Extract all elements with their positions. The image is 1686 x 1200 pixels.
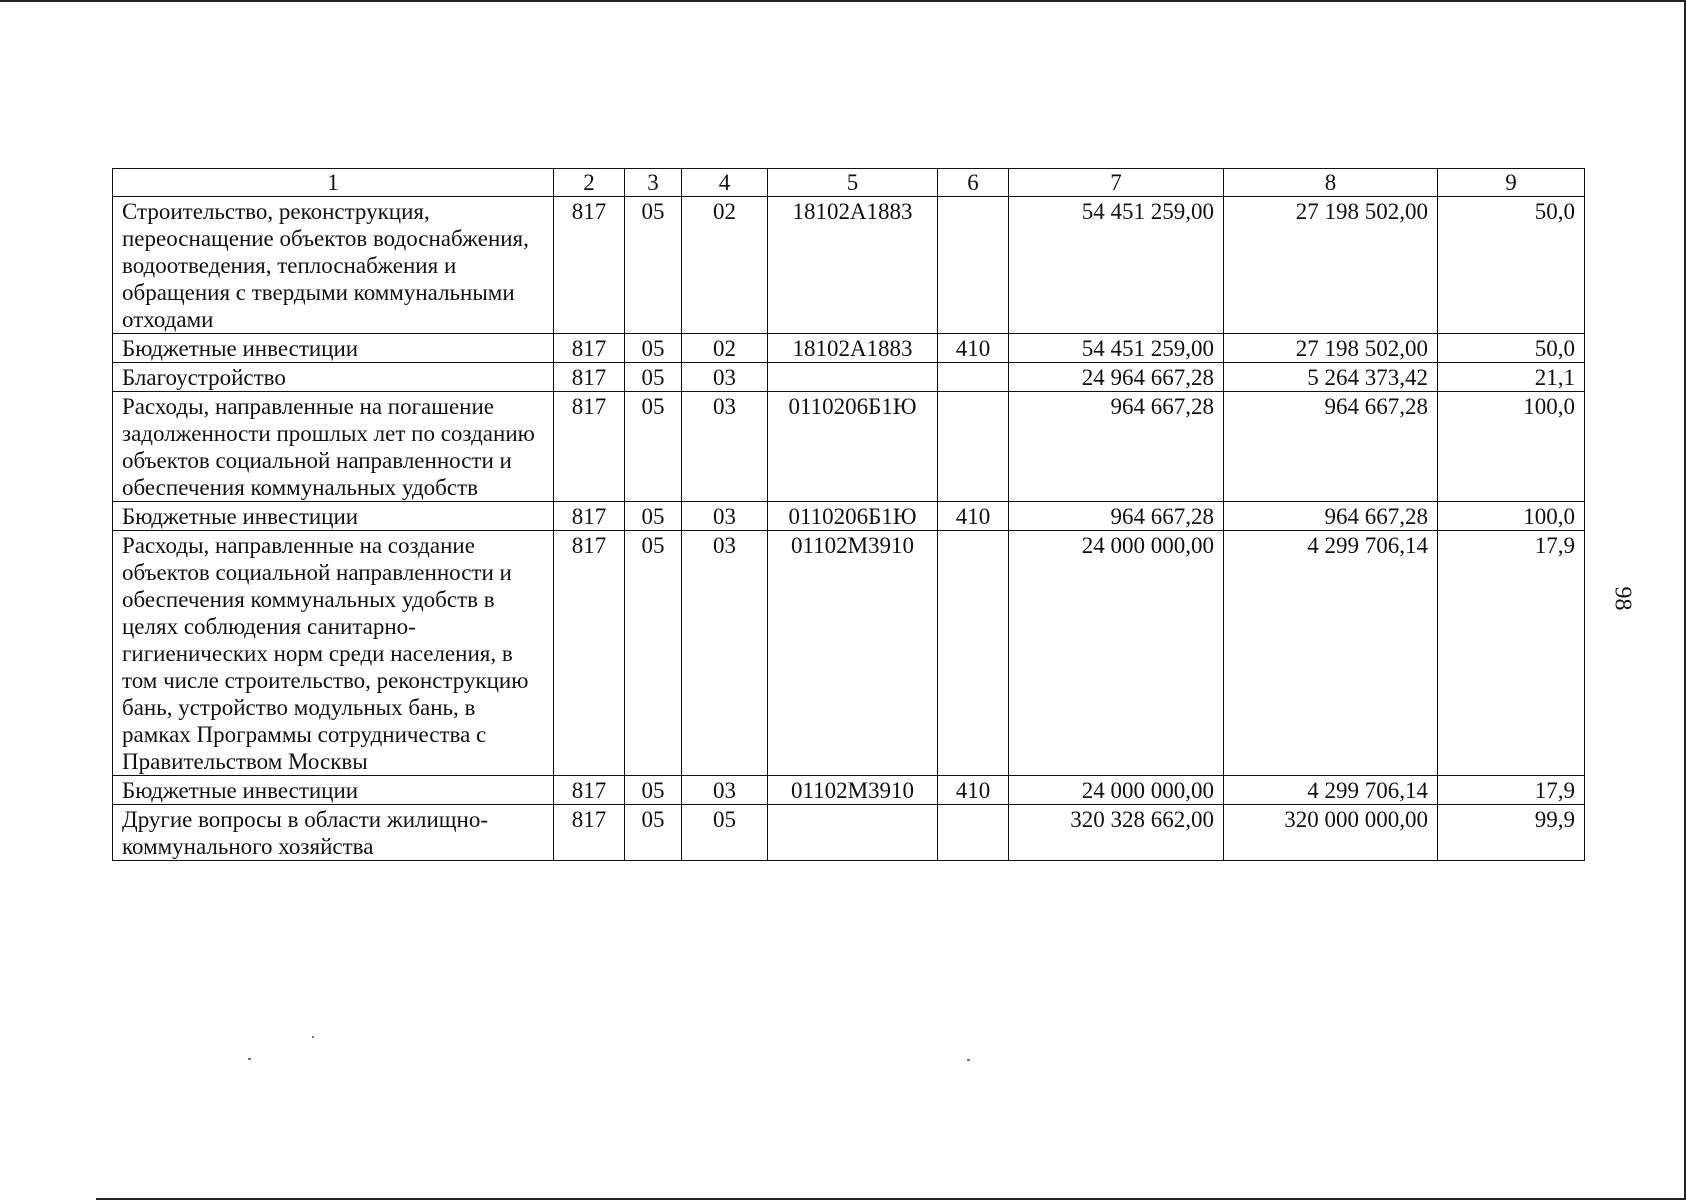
row-col-6: 410 bbox=[938, 776, 1009, 805]
row-col-2: 817 bbox=[554, 805, 625, 861]
row-col-9: 50,0 bbox=[1438, 334, 1585, 363]
header-col-3: 3 bbox=[625, 169, 682, 197]
row-col-4: 03 bbox=[682, 776, 768, 805]
row-col-3: 05 bbox=[625, 363, 682, 392]
table-row bbox=[113, 334, 1585, 363]
scan-speck bbox=[967, 1059, 970, 1061]
row-col-8: 5 264 373,42 bbox=[1224, 363, 1438, 392]
row-col-9: 17,9 bbox=[1438, 776, 1585, 805]
row-col-5: 18102А1883 bbox=[768, 334, 938, 363]
row-col-6 bbox=[938, 197, 1009, 334]
table-row bbox=[113, 531, 1585, 776]
table-row bbox=[113, 363, 1585, 392]
row-name: Строительство, реконструкция, переоснащение объектов водоснабжения, водоотведения, теплоснабжения и обращения с твердыми коммунальными отходами bbox=[113, 197, 554, 334]
header-row bbox=[113, 169, 1585, 197]
row-col-7: 964 667,28 bbox=[1009, 502, 1224, 531]
header-col-9: 9 bbox=[1438, 169, 1585, 197]
row-col-9: 100,0 bbox=[1438, 392, 1585, 502]
row-col-8: 320 000 000,00 bbox=[1224, 805, 1438, 861]
row-col-5: 0110206Б1Ю bbox=[768, 392, 938, 502]
row-col-3: 05 bbox=[625, 805, 682, 861]
row-col-2: 817 bbox=[554, 197, 625, 334]
row-col-7: 54 451 259,00 bbox=[1009, 197, 1224, 334]
scan-speck bbox=[312, 1036, 314, 1038]
table-row bbox=[113, 776, 1585, 805]
row-name: Бюджетные инвестиции bbox=[113, 502, 554, 531]
row-col-4: 03 bbox=[682, 502, 768, 531]
header-col-2: 2 bbox=[554, 169, 625, 197]
row-col-3: 05 bbox=[625, 776, 682, 805]
row-col-2: 817 bbox=[554, 334, 625, 363]
row-col-5: 01102М3910 bbox=[768, 531, 938, 776]
row-col-6 bbox=[938, 392, 1009, 502]
row-col-5 bbox=[768, 363, 938, 392]
row-col-6 bbox=[938, 363, 1009, 392]
row-col-3: 05 bbox=[625, 334, 682, 363]
row-col-9: 100,0 bbox=[1438, 502, 1585, 531]
table-row bbox=[113, 392, 1585, 502]
row-col-5: 18102А1883 bbox=[768, 197, 938, 334]
page-border-top bbox=[0, 0, 1686, 2]
row-name: Другие вопросы в области жилищно-коммунального хозяйства bbox=[113, 805, 554, 861]
header-col-8: 8 bbox=[1224, 169, 1438, 197]
row-col-5: 0110206Б1Ю bbox=[768, 502, 938, 531]
row-col-9: 21,1 bbox=[1438, 363, 1585, 392]
row-name: Благоустройство bbox=[113, 363, 554, 392]
table-row bbox=[113, 502, 1585, 531]
row-col-7: 24 000 000,00 bbox=[1009, 776, 1224, 805]
row-col-3: 05 bbox=[625, 197, 682, 334]
row-col-4: 03 bbox=[682, 392, 768, 502]
row-col-8: 4 299 706,14 bbox=[1224, 776, 1438, 805]
header-col-1: 1 bbox=[113, 169, 554, 197]
row-col-8: 27 198 502,00 bbox=[1224, 197, 1438, 334]
row-name: Расходы, направленные на погашение задолженности прошлых лет по созданию объектов социальной направленности и обеспечения коммунальных удобств bbox=[113, 392, 554, 502]
header-col-6: 6 bbox=[938, 169, 1009, 197]
row-col-8: 964 667,28 bbox=[1224, 392, 1438, 502]
budget-table bbox=[112, 168, 1585, 861]
row-col-5: 01102М3910 bbox=[768, 776, 938, 805]
row-col-3: 05 bbox=[625, 502, 682, 531]
header-col-7: 7 bbox=[1009, 169, 1224, 197]
row-col-8: 964 667,28 bbox=[1224, 502, 1438, 531]
row-col-5 bbox=[768, 805, 938, 861]
row-col-2: 817 bbox=[554, 502, 625, 531]
table-row bbox=[113, 805, 1585, 861]
row-col-7: 320 328 662,00 bbox=[1009, 805, 1224, 861]
row-col-3: 05 bbox=[625, 531, 682, 776]
row-name: Расходы, направленные на создание объектов социальной направленности и обеспечения коммунальных удобств в целях соблюдения санитарно-гигиенических норм среди населения, в том числе строительство, реконструкцию бань, устройство модульных бань, в рамках Программы сотрудничества с Правительством Москвы bbox=[113, 531, 554, 776]
row-col-9: 99,9 bbox=[1438, 805, 1585, 861]
page-number: 98 bbox=[1609, 586, 1636, 611]
row-col-6 bbox=[938, 531, 1009, 776]
row-col-2: 817 bbox=[554, 363, 625, 392]
row-col-7: 24 964 667,28 bbox=[1009, 363, 1224, 392]
row-col-2: 817 bbox=[554, 776, 625, 805]
row-col-9: 50,0 bbox=[1438, 197, 1585, 334]
row-col-6 bbox=[938, 805, 1009, 861]
row-col-4: 03 bbox=[682, 531, 768, 776]
row-col-7: 24 000 000,00 bbox=[1009, 531, 1224, 776]
row-col-6: 410 bbox=[938, 334, 1009, 363]
row-col-4: 02 bbox=[682, 334, 768, 363]
row-col-3: 05 bbox=[625, 392, 682, 502]
row-col-4: 05 bbox=[682, 805, 768, 861]
row-col-9: 17,9 bbox=[1438, 531, 1585, 776]
scan-speck bbox=[248, 1058, 251, 1060]
row-col-8: 27 198 502,00 bbox=[1224, 334, 1438, 363]
header-col-5: 5 bbox=[768, 169, 938, 197]
row-col-6: 410 bbox=[938, 502, 1009, 531]
row-col-4: 03 bbox=[682, 363, 768, 392]
row-col-7: 964 667,28 bbox=[1009, 392, 1224, 502]
row-col-2: 817 bbox=[554, 531, 625, 776]
row-col-4: 02 bbox=[682, 197, 768, 334]
row-col-2: 817 bbox=[554, 392, 625, 502]
header-col-4: 4 bbox=[682, 169, 768, 197]
row-name: Бюджетные инвестиции bbox=[113, 334, 554, 363]
row-col-8: 4 299 706,14 bbox=[1224, 531, 1438, 776]
row-name: Бюджетные инвестиции bbox=[113, 776, 554, 805]
table-row bbox=[113, 197, 1585, 334]
row-col-7: 54 451 259,00 bbox=[1009, 334, 1224, 363]
